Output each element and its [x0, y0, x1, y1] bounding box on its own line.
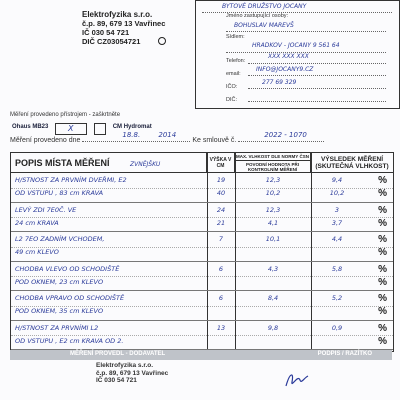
ico-line [248, 78, 386, 89]
percent-sign: % [378, 175, 387, 186]
header-result: VÝSLEDEK MĚŘENÍ (SKUTEČNÁ VLHKOST) [311, 153, 393, 173]
percent-sign: % [378, 217, 387, 229]
table-row [11, 291, 393, 321]
header-norm-label: MAX. VLHKOST DLE NORMY ČSN [236, 154, 309, 159]
percent-sign: % [378, 247, 387, 258]
header-place-note: ZVNĚJŠKU [130, 161, 161, 168]
device-cm-text: CM Hydromat [112, 123, 152, 130]
phone-value: XXX XXX XXX [268, 53, 309, 60]
row-norm: 12,3 [265, 205, 281, 214]
dic-label: DIČ: [226, 97, 237, 103]
row-norm: 9,8 [267, 323, 279, 332]
row-norm: 4,1 [267, 218, 279, 227]
device-label: Měření provedeno přístrojem - zaškrtněte [10, 112, 121, 118]
contract-line [238, 133, 324, 142]
row-result: 5,2 [331, 294, 343, 302]
row-height: 40 [216, 189, 226, 197]
row-result: 5,8 [331, 264, 343, 273]
row-description: L2 7EO ZADNÍM VCHODEM, [15, 235, 105, 243]
registered-mark-icon [158, 37, 166, 45]
row-height: 19 [216, 176, 226, 184]
row-norm: 12,3 [265, 176, 281, 184]
header-norm [235, 153, 311, 173]
company-stamp [96, 362, 168, 385]
row-result: 10,2 [329, 189, 345, 197]
header-norm-label-2: POVODNÍ HODNOTA PŘI KONTROLNÍM MĚŘENÍ [235, 160, 310, 172]
row-description: CHODBA VLEVO OD SCHODIŠTĚ [15, 264, 120, 273]
customer-name-line [202, 2, 392, 13]
company-address: č.p. 89, 679 13 Vavřinec [82, 19, 166, 28]
table-row [11, 203, 393, 233]
row-height: 21 [216, 218, 226, 227]
row-norm: 10,2 [265, 189, 281, 197]
customer-name: BYTOVÉ DRUŽSTVO JOCANY [222, 3, 307, 10]
header-place [11, 153, 207, 173]
company-header [82, 10, 165, 46]
row-description: CHODBA VPRAVO OD SCHODIŠTĚ [15, 294, 125, 302]
row-result: 9,4 [331, 176, 343, 184]
row-description: LEVÝ ZDI 7E0Č. VE [15, 205, 77, 214]
device-ohaus-text: Ohaus MB23 [12, 123, 49, 130]
percent-sign: % [378, 322, 387, 334]
date-line [82, 133, 190, 142]
row-separator [11, 188, 393, 189]
email-label: email: [226, 71, 241, 77]
row-result: 4,4 [331, 235, 343, 243]
footer-left-label: MĚŘENÍ PROVEDL - DODAVATEL [70, 351, 166, 357]
table-row [11, 262, 393, 292]
row-height: 6 [218, 294, 224, 302]
stamp-address: č.p. 89, 679 13 Vavřinec [96, 369, 169, 377]
table-row [11, 321, 393, 351]
phone-label: Telefon: [226, 58, 246, 64]
rep-line [226, 21, 386, 32]
percent-sign: % [378, 306, 387, 317]
email-value: INFO@JOCANY9.CZ [256, 66, 314, 73]
row-description: H/STNOST ZA PRVNÍMI L2 [15, 323, 99, 332]
signature [282, 368, 312, 392]
ico-value: 277 69 329 [262, 79, 297, 86]
row-description: OD VSTUPU , 83 cm KRAVA [15, 189, 104, 197]
rep-label: Jméno zastupující osoby: [226, 13, 289, 19]
header-place-label: POPIS MÍSTA MĚŘENÍ [15, 158, 110, 168]
footer-bar [10, 350, 392, 360]
contract-label: Ke smlouvě č. [192, 137, 237, 144]
contract-value: 2022 - 1070 [264, 131, 307, 139]
percent-sign: % [378, 276, 387, 288]
date-value: 18.8. [122, 131, 141, 139]
date-label: Měření provedeno dne [10, 137, 81, 144]
customer-contact-box [195, 0, 400, 109]
email-line [248, 65, 386, 76]
seat-label: Sídlem: [226, 34, 245, 40]
row-description: 24 cm KRAVA [15, 218, 59, 227]
stamp-ico: IČ 030 54 721 [96, 377, 137, 384]
row-height: 24 [216, 205, 226, 214]
row-result: 0,9 [331, 323, 343, 332]
percent-sign: % [378, 263, 387, 275]
row-separator [11, 217, 393, 218]
row-separator [11, 335, 393, 336]
row-separator [11, 276, 393, 277]
row-description: POD OKNEM, 35 cm KLEVO [15, 307, 104, 315]
footer-right-label: PODPIS / RAZÍTKO [317, 351, 372, 357]
company-dic: DIČ CZ03054721 [82, 37, 141, 46]
percent-sign: % [378, 188, 387, 199]
row-description: 49 cm KLEVO [15, 248, 59, 256]
row-separator [11, 306, 393, 307]
dic-line [248, 91, 386, 102]
row-description: H/STNOST ZA PRVNÍM DVEŘMI, E2 [15, 176, 127, 184]
phone-line [248, 53, 386, 64]
row-description: OD VSTUPU , E2 cm KRAVA OD 2. [15, 336, 124, 345]
percent-sign: % [378, 335, 387, 347]
measurement-date-row [10, 133, 324, 144]
company-name: Elektrofyzika s.r.o. [82, 10, 153, 19]
percent-sign: % [378, 293, 387, 304]
row-separator [11, 247, 393, 248]
seat-line [226, 42, 386, 53]
row-height: 13 [216, 323, 226, 332]
seat-value: HRADKOV - JOCANY 9 561 64 [252, 42, 340, 49]
table-row [11, 173, 393, 203]
table-row [11, 232, 393, 262]
row-result: 3,7 [331, 218, 343, 227]
percent-sign: % [378, 234, 387, 245]
stamp-name: Elektrofyzika s.r.o. [96, 362, 154, 369]
row-norm: 10,1 [265, 235, 281, 243]
row-result: 3 [334, 205, 340, 214]
percent-sign: % [378, 204, 387, 216]
row-norm: 4,3 [267, 264, 279, 273]
rep-value: BOHUSLAV MAREVŠ [234, 22, 294, 29]
header-height: VÝŠKA V CM [207, 153, 235, 173]
company-ico: IČ 030 54 721 [82, 28, 130, 37]
row-description: POD OKNEM, 23 cm KLEVO [15, 277, 104, 286]
row-height: 6 [218, 264, 224, 273]
date-year: 2014 [158, 131, 177, 139]
measurement-table [10, 152, 394, 352]
row-norm: 8,4 [267, 294, 279, 302]
ico-label: IČO: [226, 84, 238, 90]
device-ohaus-check-mark: X [68, 123, 74, 133]
row-height: 7 [218, 235, 224, 243]
